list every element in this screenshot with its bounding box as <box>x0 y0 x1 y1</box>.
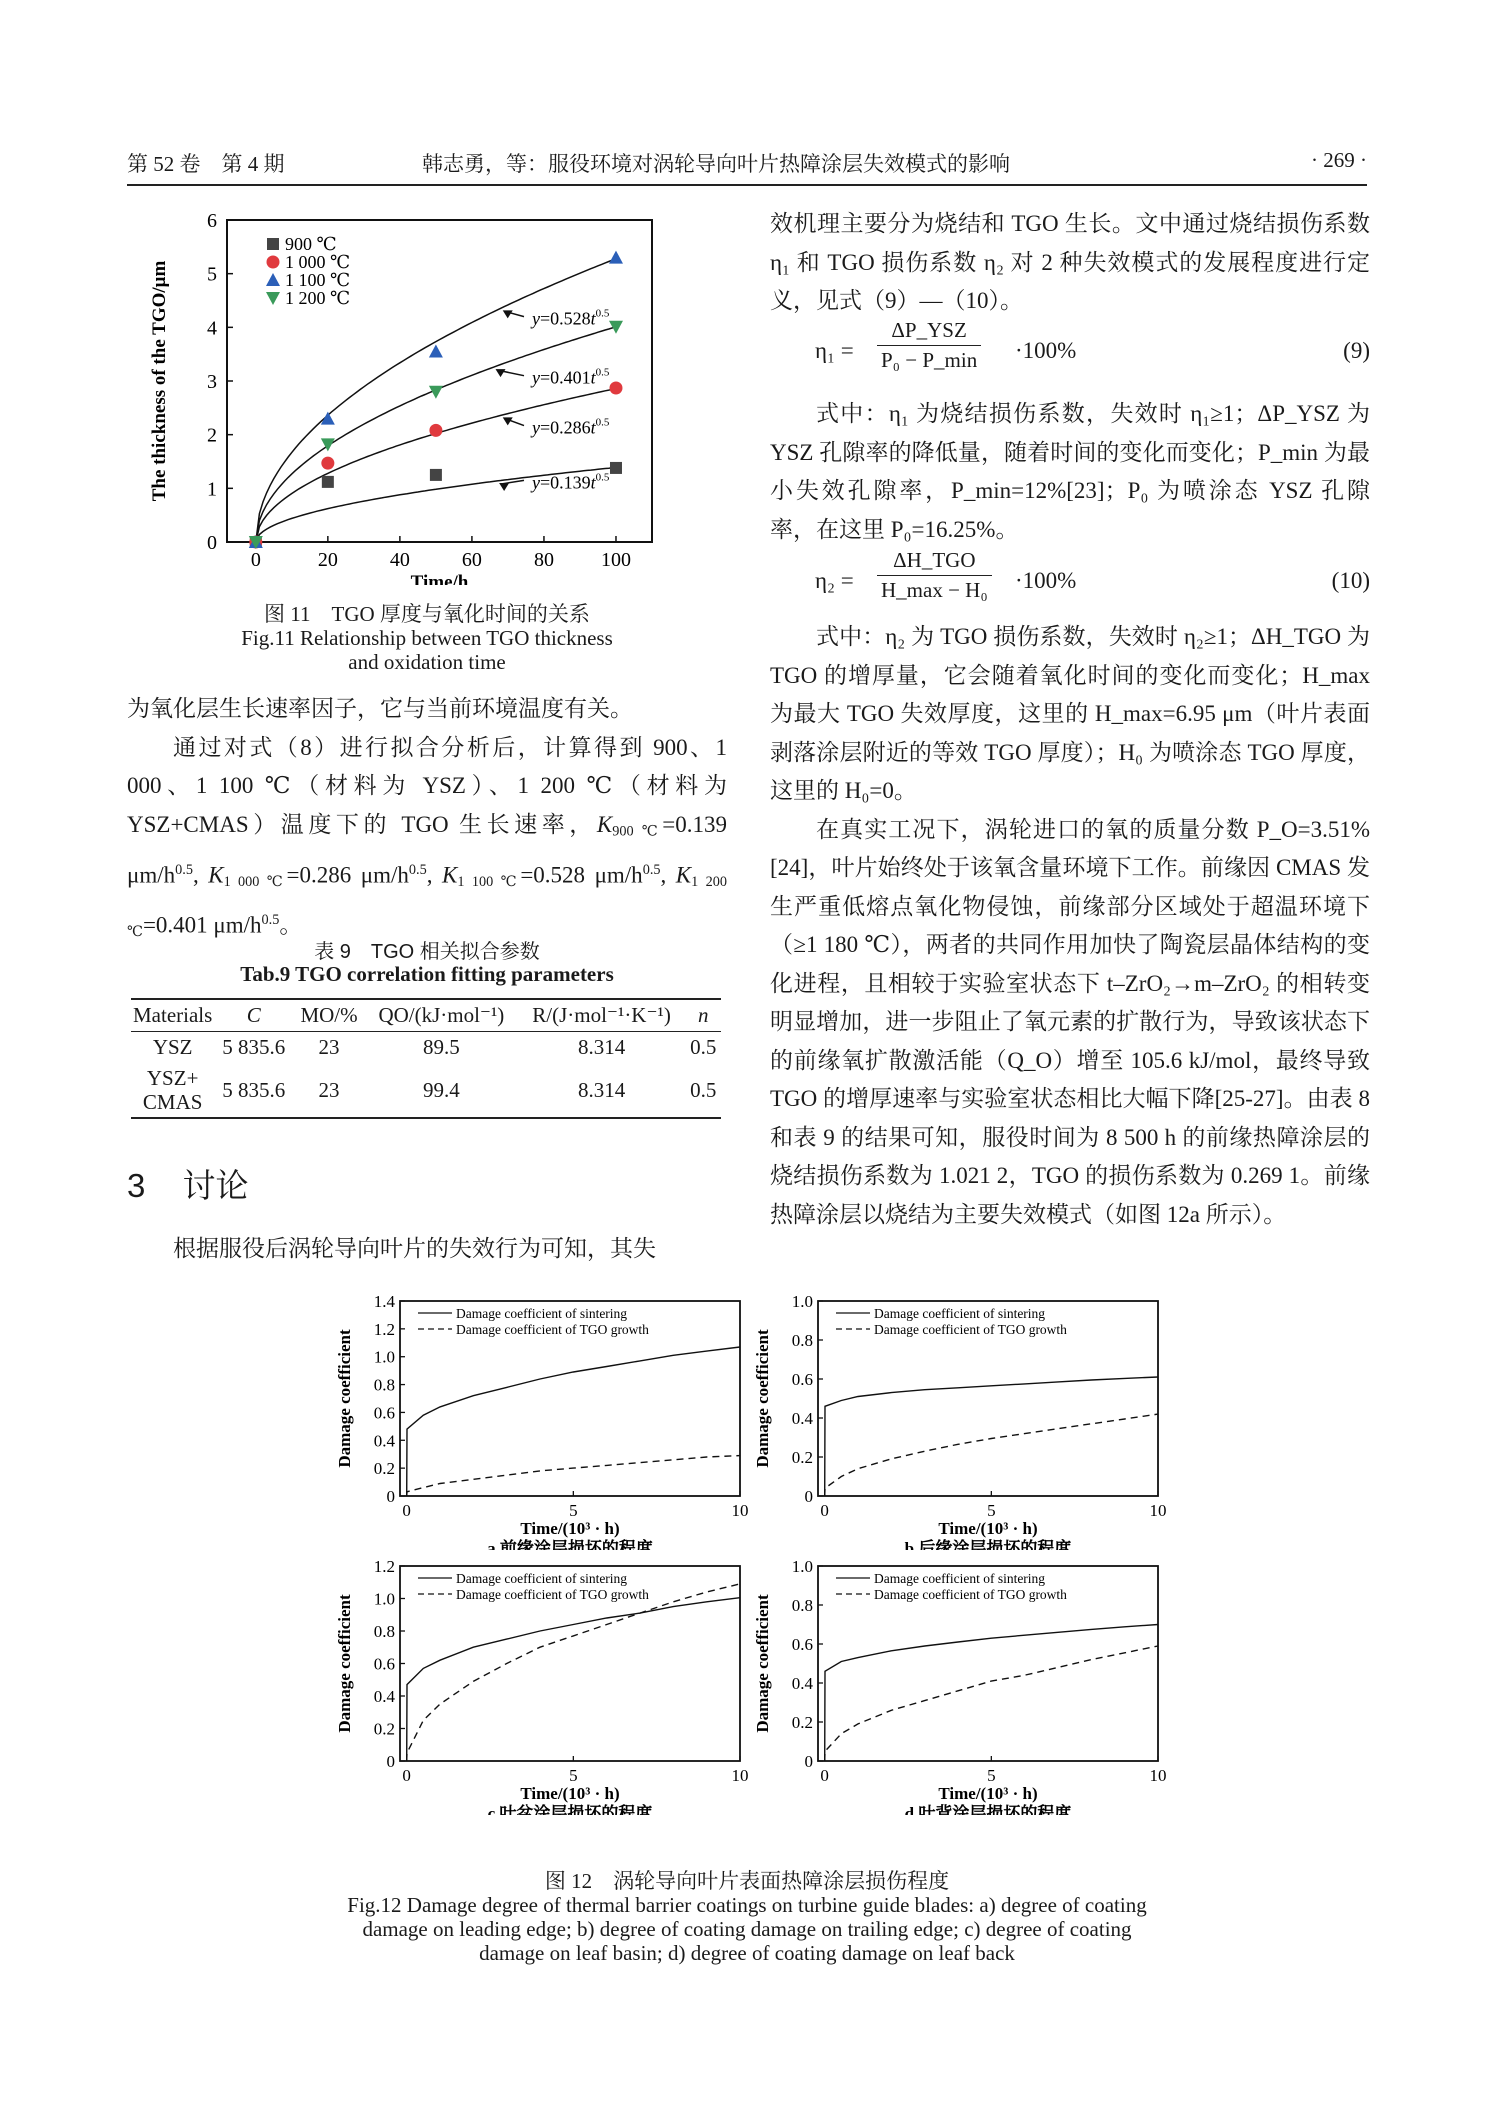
legend-label: Damage coefficient of TGO growth <box>456 1322 649 1337</box>
legend-label: Damage coefficient of TGO growth <box>456 1587 649 1602</box>
fig11-caption-cn: 图 11 TGO 厚度与氧化时间的关系 <box>264 602 590 626</box>
cell: 0.5 <box>690 1077 717 1102</box>
y-tick-label: 0 <box>804 1487 813 1506</box>
y-tick-label: 0.2 <box>373 1719 395 1739</box>
fig12d-plot <box>748 1550 1168 1815</box>
section-heading <box>127 1160 249 1207</box>
running-title: 韩志勇，等：服役环境对涡轮导向叶片热障涂层失效模式的影响 <box>422 152 1010 176</box>
y-tick-label: 0.8 <box>373 1622 395 1641</box>
fit-curve <box>256 389 616 543</box>
fig12-caption-en-line3: damage on leaf basin; d) degree of coating damage on leaf back <box>479 1941 1015 1965</box>
table9 <box>131 998 721 1119</box>
legend-label: Damage coefficient of TGO growth <box>874 1322 1067 1337</box>
equation-9 <box>815 318 1370 388</box>
sintering-curve <box>825 1377 1158 1496</box>
paragraph: 通过对式（8）进行拟合分析后，计算得到 900、1 000、1 100 ℃（材料为 YSZ）、1 200 ℃（材料为 YSZ+CMAS）温度下的 TGO 生长速率，$K_{900 ℃}=0.139$ $\mu m/h^{0.5}$, $K_{1 000 ℃}=0.286$ $\mu m/h^{0.5}$, $K_{1 100 ℃}=0.528$ $\mu m/h^{0.5}$, $K_{1 200 ℃}=0.401$ $\mu m/h^{0.5}$。 <box>127 734 727 941</box>
y-tick-label: 1.2 <box>373 1319 395 1339</box>
data-point <box>321 457 334 470</box>
y-tick-label: 0.2 <box>791 1448 813 1467</box>
y-tick-label: 0.6 <box>791 1635 813 1654</box>
y-tick-label: 0.8 <box>791 1331 813 1350</box>
header-rule <box>127 184 1367 186</box>
fig12b-plot <box>748 1285 1168 1550</box>
symbol-k: K <box>675 862 692 888</box>
legend-label: 900 ℃ <box>285 234 337 254</box>
subscript: 900 ℃ <box>612 823 663 840</box>
x-tick-label: 0 <box>820 1501 829 1520</box>
fig11-caption-en <box>127 626 727 674</box>
fig12-caption-en-line1: Fig.12 Damage degree of thermal barrier coatings on turbine guide blades: a) degree of coating <box>347 1893 1147 1917</box>
y-tick-label: 0.6 <box>373 1403 395 1423</box>
y-tick-label: 1.4 <box>373 1292 395 1311</box>
left-column-text <box>127 690 727 952</box>
x-tick-label: 80 <box>533 549 554 571</box>
table9-title-cn: 表 9 TGO 相关拟合参数 <box>314 941 540 963</box>
section-number: 3 <box>127 1167 146 1204</box>
y-tick-label: 0.6 <box>791 1370 813 1389</box>
x-tick-label: 10 <box>731 1501 749 1520</box>
cell: 0.5 <box>690 1035 717 1059</box>
x-axis-label: Time/(10³ · h) <box>938 1784 1038 1803</box>
fig12c-chart <box>330 1550 750 1815</box>
legend-label: Damage coefficient of sintering <box>874 1571 1046 1586</box>
paragraph: 式中：η₁ 为烧结损伤系数，失效时 η₁≥1；ΔP_YSZ 为 YSZ 孔隙率的降低量，随着时间的变化而变化；P_min 为最小失效孔隙率，P_min=12%[23]；P₀ 为喷涂态 YSZ 孔隙率，在这里 P₀=16.25%。 <box>770 401 1370 542</box>
y-tick-label: 0.6 <box>373 1654 395 1674</box>
data-point <box>609 321 623 334</box>
fig12a-plot <box>330 1285 750 1550</box>
col-header: Materials <box>133 1003 213 1027</box>
x-tick-label: 100 <box>600 549 631 571</box>
data-point <box>609 251 623 264</box>
col-header: n <box>697 1003 709 1027</box>
cell: 23 <box>318 1077 340 1102</box>
data-point <box>322 476 334 488</box>
value: =0.286 μm/h <box>286 862 409 888</box>
col-header: QO/(kJ·mol⁻¹) <box>378 1003 505 1027</box>
col-header: C <box>246 1003 261 1027</box>
fit-annotation: $y=0.139t^{0.5}$ <box>532 471 610 493</box>
subplot-caption: d 叶背涂层损坏的程度 <box>904 1804 1072 1815</box>
y-tick-label: 0.4 <box>373 1687 395 1706</box>
legend-label: 1 200 ℃ <box>285 288 351 308</box>
tgo-growth-curve <box>407 1456 740 1496</box>
equation-10 <box>815 548 1370 618</box>
subscript: 1 000 ℃ <box>223 873 287 890</box>
legend-label: 1 000 ℃ <box>285 252 351 272</box>
data-point <box>429 344 443 357</box>
legend-label: Damage coefficient of sintering <box>456 1571 628 1586</box>
subplot-caption: c 叶盆涂层损坏的程度 <box>487 1804 653 1815</box>
page-number: · 269 · <box>1311 148 1367 172</box>
fig12d-chart <box>748 1550 1168 1815</box>
right-column-text <box>770 205 1370 321</box>
eq-fraction <box>877 318 981 373</box>
eq-numerator: ΔH_TGO <box>877 548 992 576</box>
eq-lhs: η₁ = <box>815 338 854 363</box>
x-tick-label: 10 <box>1149 1766 1167 1785</box>
y-axis-label: Damage coefficient <box>753 1594 772 1733</box>
symbol-k: K <box>208 862 224 888</box>
value: =0.139 μm/h <box>127 811 727 888</box>
tgo-growth-curve <box>407 1584 740 1761</box>
x-tick-label: 5 <box>987 1766 996 1785</box>
x-tick-label: 5 <box>569 1766 578 1785</box>
right-column-text-2 <box>770 395 1370 549</box>
paragraph-text: 通过对式（8）进行拟合分析后，计算得到 900、1 000、1 100 ℃（材料为 YSZ）、1 200 ℃（材料为 YSZ+CMAS）温度下的 TGO 生长速率， <box>127 734 727 837</box>
subscript: 1 100 ℃ <box>457 873 521 890</box>
x-tick-label: 0 <box>250 549 261 571</box>
y-tick-label: 3 <box>207 371 217 393</box>
col-header: MO/% <box>300 1003 358 1027</box>
running-header <box>127 148 1367 178</box>
y-tick-label: 0.4 <box>373 1431 395 1451</box>
x-tick-label: 0 <box>402 1501 411 1520</box>
table-header-row <box>131 999 721 1032</box>
paragraph: 效机理主要分为烧结和 TGO 生长。文中通过烧结损伤系数 η₁ 和 TGO 损伤系数 η₂ 对 2 种失效模式的发展程度进行定义，见式（9）—（10）。 <box>770 211 1370 313</box>
y-tick-label: 0 <box>386 1752 395 1771</box>
sintering-curve <box>407 1347 740 1496</box>
legend-label: Damage coefficient of TGO growth <box>874 1587 1067 1602</box>
y-tick-label: 0.8 <box>373 1375 395 1395</box>
symbol-k: K <box>596 811 613 837</box>
y-axis-label: Damage coefficient <box>753 1329 772 1468</box>
subplot-caption: b 后缘涂层损坏的程度 <box>904 1539 1072 1550</box>
y-tick-label: 0.8 <box>791 1596 813 1615</box>
table9-title-en: Tab.9 TGO correlation fitting parameters <box>240 962 614 986</box>
value: =0.528 μm/h <box>520 862 643 888</box>
superscript: 0.5 <box>642 861 661 878</box>
cell: 5 835.6 <box>222 1077 286 1102</box>
x-tick-label: 0 <box>402 1766 411 1785</box>
left-column-text-2 <box>127 1230 727 1269</box>
y-tick-label: 0 <box>804 1752 813 1771</box>
fig12a-chart <box>330 1285 750 1550</box>
eq-lhs: η₂ = <box>815 568 854 593</box>
cell: YSZ <box>152 1035 193 1059</box>
x-tick-label: 20 <box>317 549 338 571</box>
y-tick-label: 1 <box>207 478 217 501</box>
fig12-caption-en <box>127 1893 1367 1965</box>
cell: 5 835.6 <box>222 1035 286 1059</box>
x-tick-label: 5 <box>569 1501 578 1520</box>
y-axis-label: The thickness of the TGO/μm <box>149 260 170 502</box>
x-axis-label: Time/h <box>410 572 469 585</box>
table9-grid <box>131 998 721 1119</box>
y-tick-label: 0.4 <box>791 1674 813 1693</box>
y-tick-label: 6 <box>207 210 217 232</box>
paragraph: 式中：η₂ 为 TGO 损伤系数，失效时 η₂≥1；ΔH_TGO 为 TGO 的增厚量，它会随着氧化时间的变化而变化；H_max 为最大 TGO 失效厚度，这里的 H_max=6.95 μm（叶片表面剥落涂层附近的等效 TGO 厚度）；H₀ 为喷涂态 TGO 厚度，这里的 H₀=0。 <box>770 624 1370 803</box>
y-tick-label: 1.0 <box>373 1589 395 1609</box>
eq-number: (10) <box>1331 568 1370 593</box>
y-axis-label: Damage coefficient <box>335 1329 354 1468</box>
fig12c-plot <box>330 1550 750 1815</box>
tgo-growth-curve <box>825 1646 1158 1761</box>
x-tick-label: 0 <box>820 1766 829 1785</box>
fig11-plot <box>127 205 727 585</box>
paragraph: 根据服役后涡轮导向叶片的失效行为可知，其失 <box>173 1236 656 1261</box>
eq-tail: ·100% <box>1015 338 1077 363</box>
fit-annotation: $y=0.401t^{0.5}$ <box>532 366 610 388</box>
data-point <box>609 381 622 394</box>
y-tick-label: 1.0 <box>373 1347 395 1367</box>
sintering-curve <box>407 1598 740 1761</box>
sintering-curve <box>825 1625 1158 1762</box>
cell: 99.4 <box>423 1077 460 1102</box>
volume-issue: 第 52 卷 第 4 期 <box>127 152 285 176</box>
y-tick-label: 1.2 <box>373 1557 395 1576</box>
cell: 23 <box>318 1035 340 1059</box>
legend-label: Damage coefficient of sintering <box>456 1306 628 1321</box>
paragraph: 在真实工况下，涡轮进口的氧的质量分数 P_O=3.51%[24]，叶片始终处于该氧含量环境下工作。前缘因 CMAS 发生严重低熔点氧化物侵蚀，前缘部分区域处于超温环境下（≥1 180 ℃），两者的共同作用加快了陶瓷层晶体结构的变化进程，且相较于实验室状态下 t–ZrO₂→m–ZrO₂ 的相转变明显增加，进一步阻止了氧元素的扩散行为，导致该状态下的前缘氧扩散激活能（Q_O）增至 105.6 kJ/mol，最终导致 TGO 的增厚速率与实验室状态相比大幅下降[25-27]。由表 8 和表 9 的结果可知，服役时间为 8 500 h 的前缘热障涂层的烧结损伤系数为 1.021 2，TGO 的损伤系数为 0.269 1。前缘热障涂层以烧结为主要失效模式（如图 12a 所示）。 <box>770 816 1370 1227</box>
y-axis-label: Damage coefficient <box>335 1594 354 1733</box>
x-tick-label: 60 <box>461 549 482 571</box>
value: =0.401 μm/h <box>142 912 262 938</box>
y-tick-label: 5 <box>207 263 217 286</box>
eq-number: (9) <box>1343 338 1370 363</box>
x-axis-label: Time/(10³ · h) <box>520 1519 620 1538</box>
symbol-k: K <box>442 862 458 888</box>
eq-fraction <box>877 548 992 603</box>
superscript: 0.5 <box>175 861 193 878</box>
section-title: 讨论 <box>182 1167 249 1204</box>
fit-annotation: $y=0.286t^{0.5}$ <box>532 416 610 438</box>
cell: 89.5 <box>423 1035 460 1059</box>
fig11-chart <box>127 205 727 585</box>
data-point <box>610 462 622 474</box>
data-point <box>430 469 442 481</box>
y-tick-label: 0 <box>386 1487 395 1506</box>
subplot-caption: a 前缘涂层损坏的程度 <box>487 1539 653 1550</box>
x-tick-label: 40 <box>389 549 410 571</box>
x-tick-label: 10 <box>731 1766 749 1785</box>
fig12-caption-en-line2: damage on leading edge; b) degree of coating damage on trailing edge; c) degree of coating <box>362 1917 1132 1941</box>
fig12b-chart <box>748 1285 1168 1550</box>
subscript: 1 200 ℃ <box>127 873 727 941</box>
fit-annotation: $y=0.528t^{0.5}$ <box>532 307 610 329</box>
y-tick-label: 1.0 <box>791 1557 813 1576</box>
cell: YSZ+ CMAS <box>142 1066 203 1114</box>
tgo-growth-curve <box>825 1414 1158 1496</box>
fig11-caption-en-line2: and oxidation time <box>348 650 506 674</box>
fig12-caption-cn: 图 12 涡轮导向叶片表面热障涂层损伤程度 <box>544 1869 950 1893</box>
legend-label: Damage coefficient of sintering <box>874 1306 1046 1321</box>
x-axis-label: Time/(10³ · h) <box>520 1784 620 1803</box>
y-tick-label: 0.4 <box>791 1409 813 1428</box>
x-tick-label: 5 <box>987 1501 996 1520</box>
data-point <box>429 424 442 437</box>
col-header: R/(J·mol⁻¹·K⁻¹) <box>532 1003 671 1027</box>
eq-denominator: H_max − H₀ <box>881 578 988 602</box>
eq-numerator: ΔP_YSZ <box>877 318 981 346</box>
y-tick-label: 2 <box>207 424 217 447</box>
x-tick-label: 10 <box>1149 1501 1167 1520</box>
cell: 8.314 <box>577 1035 626 1059</box>
y-tick-label: 4 <box>207 317 217 340</box>
y-tick-label: 0.2 <box>373 1459 395 1479</box>
paragraph: 为氧化层生长速率因子，它与当前环境温度有关。 <box>127 696 633 721</box>
superscript: 0.5 <box>261 912 280 929</box>
fig11-caption-en-line1: Fig.11 Relationship between TGO thickness <box>241 626 613 650</box>
superscript: 0.5 <box>408 861 427 878</box>
x-axis-label: Time/(10³ · h) <box>938 1519 1038 1538</box>
table-row <box>131 1032 721 1064</box>
legend-label: 1 100 ℃ <box>285 270 351 290</box>
data-point <box>321 412 335 425</box>
eq-denominator: P₀ − P_min <box>881 348 978 372</box>
y-tick-label: 0.2 <box>791 1713 813 1732</box>
right-column-text-3 <box>770 618 1370 1234</box>
y-tick-label: 0 <box>207 532 217 554</box>
y-tick-label: 1.0 <box>791 1292 813 1311</box>
eq-tail: ·100% <box>1015 568 1077 593</box>
table-row <box>131 1063 721 1118</box>
cell: 8.314 <box>577 1077 626 1102</box>
